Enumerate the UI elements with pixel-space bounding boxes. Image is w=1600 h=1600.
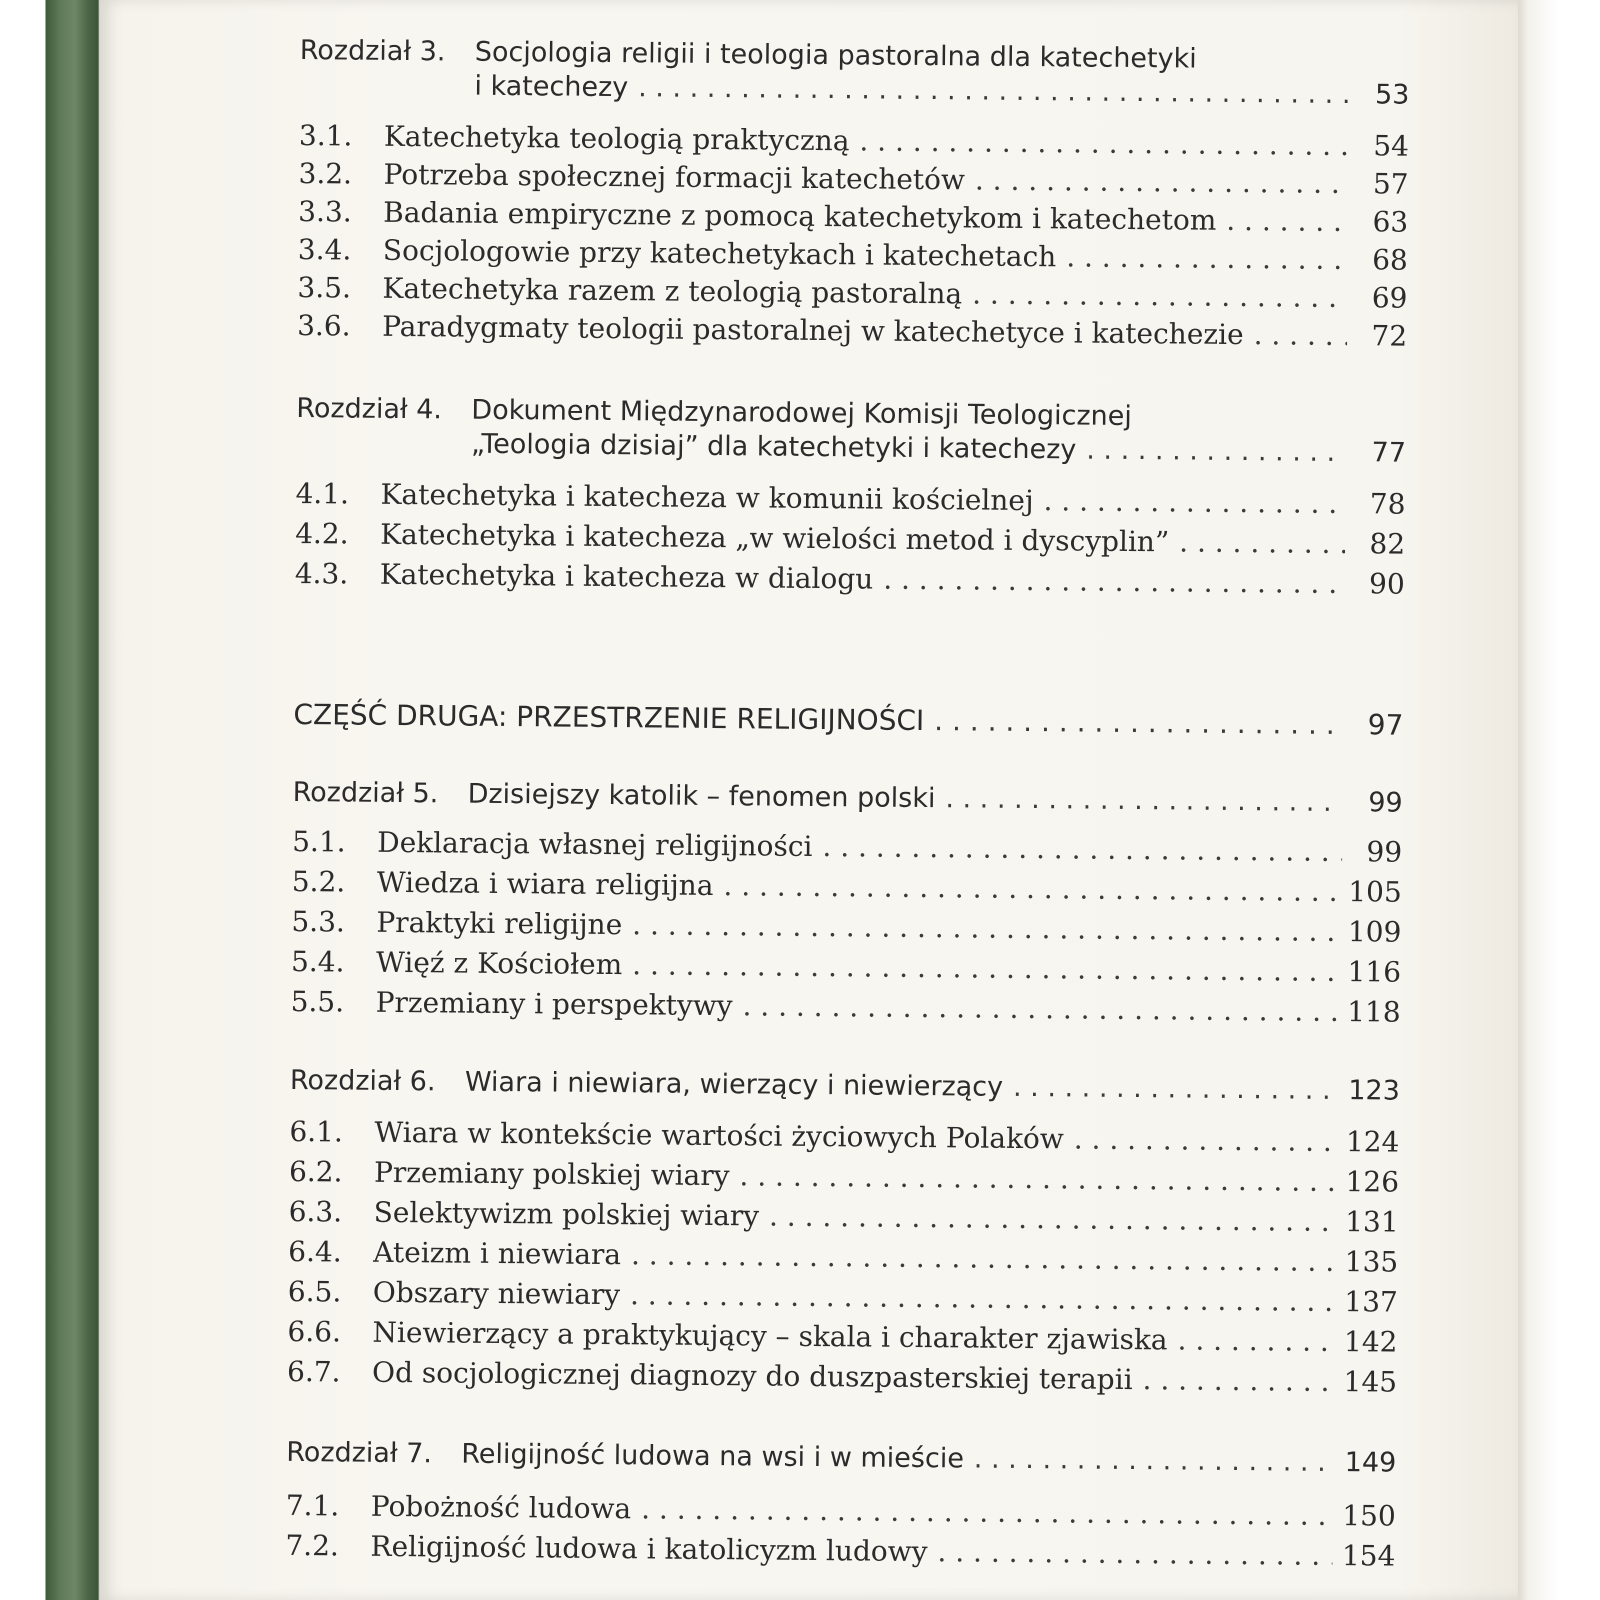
section-title: Pobożność ludowa (370, 1489, 632, 1526)
page-number: 53 (1374, 79, 1410, 111)
section-number: 3.1. (298, 118, 353, 153)
section-number: 3.4. (297, 232, 352, 267)
page-number: 126 (1345, 1165, 1400, 1199)
dot-leader (742, 990, 1337, 1028)
page-number: 90 (1368, 567, 1405, 601)
section-number: 3.5. (297, 270, 352, 305)
section-number: 5.4. (290, 944, 345, 979)
dot-leader (1254, 319, 1348, 352)
section-number: 4.3. (294, 556, 349, 591)
page-number: 57 (1372, 167, 1409, 201)
page-number: 105 (1348, 875, 1402, 909)
section-title: Katechetyka i katecheza w dialogu (379, 557, 874, 596)
dot-leader (974, 1443, 1335, 1480)
section-title: Socjologowie przy katechetykach i katechetach (382, 233, 1057, 274)
page-number: 137 (1344, 1285, 1398, 1319)
page-gutter-shadow (1518, 0, 1600, 1600)
dot-leader (630, 1279, 1335, 1318)
page-number: 124 (1345, 1125, 1400, 1159)
dot-leader (632, 909, 1338, 948)
page-number: 77 (1371, 437, 1407, 469)
dot-leader (975, 164, 1349, 200)
section-title: Praktyki religijne (376, 905, 623, 942)
section-number: 4.1. (295, 476, 350, 511)
chapter-3-heading (299, 34, 1410, 113)
dot-leader (859, 125, 1349, 162)
section-number: 3.2. (298, 156, 353, 191)
section-title: Potrzeba społecznej formacji katechetów (383, 157, 966, 197)
section-number: 6.3. (288, 1194, 343, 1229)
chapter-title: Socjologia religii i teologia pastoralna dla katechetyki (474, 36, 1197, 75)
section-number: 5.5. (290, 984, 345, 1019)
section-number: 6.1. (289, 1114, 344, 1149)
section-number: 3.3. (298, 194, 352, 229)
dot-leader (1043, 485, 1345, 520)
section-title: Od socjologicznej diagnozy do duszpasterskiej terapii (371, 1355, 1133, 1397)
section-title: Przemiany i perspektywy (375, 985, 733, 1023)
section-number: 5.1. (292, 824, 346, 859)
chapter-title: Dokument Międzynarodowej Komisji Teologicznej (471, 394, 1132, 433)
page-number: 99 (1366, 835, 1403, 869)
section-number: 5.2. (291, 864, 346, 899)
chapter-label: Rozdział 5. (292, 776, 439, 810)
page-number: 123 (1348, 1075, 1401, 1107)
page-number: 63 (1372, 205, 1409, 239)
section-title: Wiedza i wiara religijna (376, 865, 714, 903)
page-number: 154 (1341, 1539, 1396, 1573)
section-title: Katechetyka teologią praktyczną (383, 119, 850, 158)
dot-leader (972, 278, 1348, 314)
section-title: Ateizm i niewiara (373, 1235, 622, 1272)
chapter-title: Dzisiejszy katolik – fenomen polski (467, 778, 936, 815)
dot-leader (769, 1201, 1335, 1238)
dot-leader (934, 704, 1343, 742)
section-number: 6.7. (286, 1354, 341, 1389)
section-number: 4.2. (295, 516, 349, 551)
dot-leader (945, 782, 1343, 820)
page-number: 78 (1369, 487, 1406, 521)
page-number: 69 (1371, 281, 1408, 315)
section-title: Religijność ludowa i katolicyzm ludowy (370, 1529, 928, 1569)
part-title: CZĘŚĆ DRUGA: PRZESTRZENIE RELIGIJNOŚCI (293, 697, 925, 738)
dot-leader (1074, 1123, 1336, 1158)
dot-leader (937, 1536, 1332, 1572)
page-number: 149 (1344, 1447, 1397, 1479)
section-title: Katechetyka i katecheza w komunii kościelnej (380, 477, 1034, 518)
dot-leader (1013, 1071, 1339, 1108)
dot-leader (641, 1493, 1332, 1532)
chapter-label: Rozdział 4. (296, 392, 443, 426)
page-number: 131 (1344, 1205, 1399, 1239)
section-number: 7.2. (285, 1528, 340, 1563)
dot-leader (1177, 1324, 1334, 1357)
dot-leader (883, 564, 1345, 600)
dot-leader (723, 870, 1338, 908)
section-title: Wiara w kontekście wartości życiowych Polaków (374, 1115, 1064, 1156)
section-title: Więź z Kościołem (375, 945, 623, 982)
page-number: 135 (1344, 1245, 1399, 1279)
section-title: Badania empiryczne z pomocą katechetykom i katechetom (383, 195, 1217, 237)
section-title: Katechetyka i katecheza „w wielości metod i dyscyplin” (380, 517, 1170, 559)
section-title: Niewierzący a praktykujący – skala i charakter zjawiska (372, 1315, 1168, 1357)
section-number: 6.5. (287, 1274, 342, 1309)
chapter-title-continued: i katechezy (474, 70, 629, 104)
section-title: Katechetyka razem z teologią pastoralną (382, 271, 963, 311)
dot-leader (638, 71, 1350, 112)
chapter-title: Wiara i niewiara, wierzący i niewierzący (464, 1066, 1004, 1103)
page-number: 54 (1373, 129, 1410, 163)
dot-leader (822, 831, 1342, 868)
chapter-label: Rozdział 7. (286, 1436, 433, 1470)
dot-leader (1226, 205, 1348, 238)
dot-leader (632, 949, 1338, 988)
page-number: 109 (1347, 915, 1402, 949)
chapter-title: Religijność ludowa na wsi i w mieście (461, 1438, 965, 1475)
page-number: 118 (1347, 995, 1401, 1029)
section-number: 3.6. (297, 308, 351, 343)
dot-leader (1179, 526, 1345, 560)
section-title: Przemiany polskiej wiary (373, 1155, 730, 1193)
section-title: Deklaracja własnej religijności (377, 825, 813, 863)
chapter-label: Rozdział 6. (289, 1064, 436, 1098)
page-number: 142 (1343, 1325, 1398, 1359)
page-number: 150 (1342, 1499, 1396, 1533)
chapter-title-continued: „Teologia dzisiaj” dla katechetyki i katechezy (470, 428, 1077, 466)
dot-leader (1086, 434, 1346, 470)
section-number: 6.6. (287, 1314, 342, 1349)
dot-leader (739, 1160, 1335, 1198)
page-number: 116 (1347, 955, 1402, 989)
page-number: 145 (1343, 1365, 1398, 1399)
page-number: 72 (1371, 319, 1408, 353)
chapter-label: Rozdział 3. (299, 34, 446, 68)
section-number: 7.1. (285, 1488, 340, 1523)
section-title: Obszary niewiary (372, 1275, 621, 1312)
section-title: Paradygmaty teologii pastoralnej w katechetyce i katechezie (382, 309, 1244, 352)
dot-leader (631, 1239, 1335, 1278)
section-number: 6.4. (288, 1234, 342, 1269)
page-number: 82 (1369, 527, 1406, 561)
section-number: 5.3. (291, 904, 346, 939)
dot-leader (1066, 241, 1348, 276)
page-number: 97 (1367, 708, 1404, 742)
section-number: 6.2. (288, 1154, 343, 1189)
chapter-4-heading (296, 392, 1407, 471)
page-number: 68 (1372, 243, 1409, 277)
page-number: 99 (1368, 787, 1403, 819)
dot-leader (1142, 1364, 1333, 1398)
section-title: Selektywizm polskiej wiary (373, 1195, 760, 1233)
